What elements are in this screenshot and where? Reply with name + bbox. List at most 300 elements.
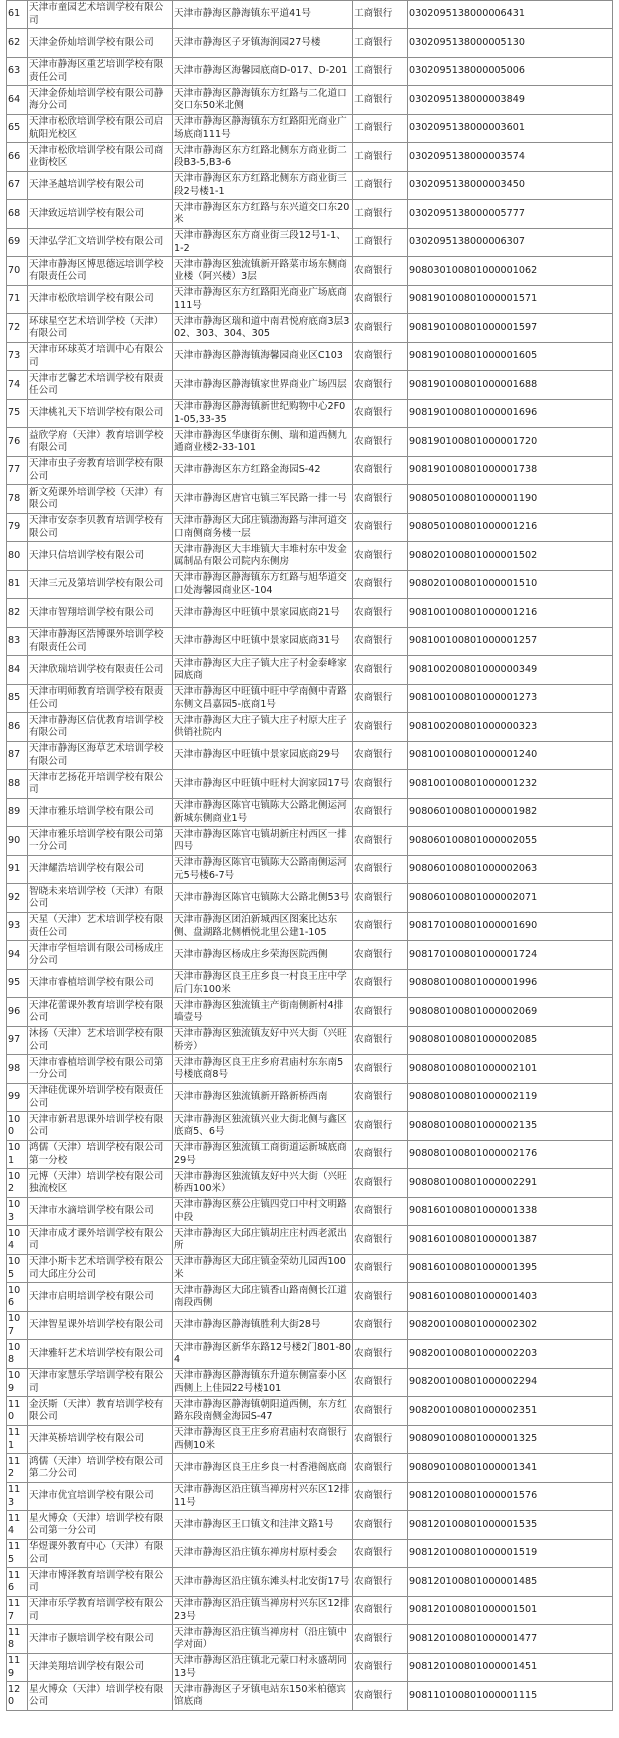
account-number: 908170100801000001724	[408, 941, 613, 970]
account-number: 908120100801000001576	[408, 1483, 613, 1511]
bank-name: 农商银行	[353, 1112, 408, 1141]
row-number: 113	[7, 1483, 28, 1511]
school-address: 天津市静海区独流镇友好中兴大街（兴旺桥旁）	[173, 1027, 353, 1055]
account-number: 908090100801000001341	[408, 1454, 613, 1483]
row-number: 65	[7, 115, 28, 143]
row-number: 78	[7, 485, 28, 514]
school-address: 天津市静海区静海镇东平道41号	[173, 1, 353, 29]
bank-name: 工商银行	[353, 200, 408, 229]
school-address: 天津市静海区沿庄镇当禅房村（沿庄镇中学对面）	[173, 1625, 353, 1654]
school-name: 天星（天津）艺术培训学校有限责任公司	[28, 913, 173, 941]
school-name: 天津市乐学教育培训学校有限公司	[28, 1597, 173, 1625]
school-name: 天津花蕾课外教育培训学校有限公司	[28, 998, 173, 1027]
bank-name: 农商银行	[353, 1084, 408, 1112]
table-row	[7, 1397, 613, 1426]
bank-name: 农商银行	[353, 1198, 408, 1226]
school-name: 天津市静海区信优教育培训学校有限公司	[28, 713, 173, 742]
school-name: 天津市睿植培训学校有限公司	[28, 970, 173, 998]
school-name: 天津智星课外培训学校有限公司	[28, 1312, 173, 1340]
table-row	[7, 884, 613, 913]
bank-name: 农商银行	[353, 1397, 408, 1426]
school-name: 天津桃礼天下培训学校有限公司	[28, 400, 173, 428]
school-address: 天津市静海区大庄子镇大庄子村原大庄子供销社院内	[173, 713, 353, 742]
bank-name: 农商银行	[353, 1055, 408, 1084]
row-number: 100	[7, 1112, 28, 1141]
row-number: 112	[7, 1454, 28, 1483]
table-body	[7, 1, 613, 1711]
account-number: 908120100801000001519	[408, 1540, 613, 1568]
account-number: 908100100801000001257	[408, 628, 613, 656]
bank-name: 农商银行	[353, 1226, 408, 1255]
row-number: 109	[7, 1369, 28, 1397]
account-number: 908200100801000002294	[408, 1369, 613, 1397]
row-number: 96	[7, 998, 28, 1027]
bank-name: 工商银行	[353, 229, 408, 257]
bank-name: 工商银行	[353, 1, 408, 29]
row-number: 67	[7, 172, 28, 200]
school-address: 天津市静海区陈官屯镇胡新庄村西区一排四号	[173, 827, 353, 856]
account-number: 908060100801000001982	[408, 799, 613, 827]
school-address: 天津市静海区陈官屯镇陈大公路南侧运河元5号楼6-7号	[173, 856, 353, 884]
school-address: 天津市静海区静海镇新世纪购物中心2F01-05,33-35	[173, 400, 353, 428]
bank-name: 农商银行	[353, 827, 408, 856]
school-name: 天津只信培训学校有限公司	[28, 542, 173, 571]
bank-name: 农商银行	[353, 343, 408, 371]
school-name: 天津市环球英才培训中心有限公司	[28, 343, 173, 371]
table-row	[7, 1682, 613, 1711]
table-row	[7, 1226, 613, 1255]
school-address: 天津市静海区唐官屯镇三军民路一排一号	[173, 485, 353, 514]
bank-name: 农商银行	[353, 913, 408, 941]
table-row	[7, 1084, 613, 1112]
row-number: 90	[7, 827, 28, 856]
school-address: 天津市静海区陈官屯镇陈大公路北侧运河新城东侧商业1号	[173, 799, 353, 827]
school-address: 天津市静海区独流镇友好中兴大街（兴旺桥西100米）	[173, 1169, 353, 1198]
bank-name: 农商银行	[353, 571, 408, 599]
table-row	[7, 1198, 613, 1226]
account-number: 908190100801000001597	[408, 314, 613, 343]
school-address: 天津市静海区静海镇东方红路与旭华道交口处海馨园商业区-104	[173, 571, 353, 599]
table-row	[7, 1625, 613, 1654]
account-number: 908190100801000001738	[408, 457, 613, 485]
account-number: 0302095138000005777	[408, 200, 613, 229]
bank-name: 农商银行	[353, 257, 408, 286]
school-address: 天津市静海区独流镇新开路菜市场东侧商业楼（阿兴楼）3层	[173, 257, 353, 286]
row-number: 79	[7, 514, 28, 542]
row-number: 119	[7, 1654, 28, 1682]
table-row	[7, 343, 613, 371]
bank-name: 农商银行	[353, 799, 408, 827]
row-number: 68	[7, 200, 28, 229]
account-number: 908160100801000001338	[408, 1198, 613, 1226]
school-address: 天津市静海区沿庄镇当禅房村兴东区12排11号	[173, 1483, 353, 1511]
school-name: 天津市明师教育培训学校有限责任公司	[28, 685, 173, 713]
account-number: 908120100801000001477	[408, 1625, 613, 1654]
school-address: 天津市静海区静海镇朝阳道西侧，东方红路东段南侧金海园S-47	[173, 1397, 353, 1426]
table-row	[7, 742, 613, 770]
bank-name: 农商银行	[353, 1369, 408, 1397]
table-row	[7, 143, 613, 172]
bank-name: 农商银行	[353, 1568, 408, 1597]
row-number: 102	[7, 1169, 28, 1198]
school-name: 天津市松欣培训学校有限公司商业街校区	[28, 143, 173, 172]
school-address: 天津市静海区王口镇文和洼津文路1号	[173, 1511, 353, 1540]
row-number: 89	[7, 799, 28, 827]
bank-name: 农商银行	[353, 884, 408, 913]
account-number: 908100200801000000349	[408, 656, 613, 685]
account-number: 908190100801000001571	[408, 286, 613, 314]
table-row	[7, 713, 613, 742]
school-address: 天津市静海区静海镇东方红路阳光商业广场底商111号	[173, 115, 353, 143]
school-name: 天津耀浩培训学校有限公司	[28, 856, 173, 884]
account-number: 908080100801000002085	[408, 1027, 613, 1055]
school-address: 天津市静海区独流镇新开路新桥西南	[173, 1084, 353, 1112]
school-name: 天津金侨灿培训学校有限公司	[28, 29, 173, 58]
row-number: 73	[7, 343, 28, 371]
school-address: 天津市静海区中旺镇中景家园底商29号	[173, 742, 353, 770]
row-number: 84	[7, 656, 28, 685]
school-name: 天津市雅乐培训学校有限公司	[28, 799, 173, 827]
table-row	[7, 656, 613, 685]
row-number: 111	[7, 1426, 28, 1454]
bank-name: 农商银行	[353, 998, 408, 1027]
account-number: 908200100801000002302	[408, 1312, 613, 1340]
row-number: 70	[7, 257, 28, 286]
table-row	[7, 1283, 613, 1312]
table-row	[7, 400, 613, 428]
school-address: 天津市静海区华康街东侧、瑞和道西侧九通商业楼2-33-101	[173, 428, 353, 457]
account-number: 908100200801000000323	[408, 713, 613, 742]
account-number: 0302095138000005006	[408, 58, 613, 86]
school-name: 天津市艺扬花开培训学校有限公司	[28, 770, 173, 799]
school-address: 天津市静海区中旺镇中景家园底商21号	[173, 599, 353, 628]
bank-name: 农商银行	[353, 542, 408, 571]
table-row	[7, 1, 613, 29]
school-address: 天津市静海区沿庄镇东滩头村北安街17号	[173, 1568, 353, 1597]
account-number: 0302095138000003450	[408, 172, 613, 200]
table-row	[7, 599, 613, 628]
bank-name: 农商银行	[353, 1511, 408, 1540]
school-address: 天津市静海区沿庄镇北元蒙口村永盛胡同13号	[173, 1654, 353, 1682]
table-row	[7, 1511, 613, 1540]
school-address: 天津市静海区大丰堆镇大丰堆村东中发金属制品有限公司院内东侧房	[173, 542, 353, 571]
school-address: 天津市静海区杨成庄乡荣海医院西侧	[173, 941, 353, 970]
bank-name: 工商银行	[353, 86, 408, 115]
bank-name: 农商银行	[353, 1625, 408, 1654]
table-row	[7, 628, 613, 656]
school-name: 天津雅轩艺术培训学校有限公司	[28, 1340, 173, 1369]
account-number: 908160100801000001395	[408, 1255, 613, 1283]
table-row	[7, 1426, 613, 1454]
row-number: 120	[7, 1682, 28, 1711]
school-address: 天津市静海区静海镇家世界商业广场四层	[173, 371, 353, 400]
school-address: 天津市静海区东方红路北侧东方商业街三段2号楼1-1	[173, 172, 353, 200]
bank-name: 工商银行	[353, 58, 408, 86]
school-name: 天津市新君思课外培训学校有限公司	[28, 1112, 173, 1141]
account-number: 908160100801000001403	[408, 1283, 613, 1312]
school-name: 益欣学府（天津）教育培训学校有限公司	[28, 428, 173, 457]
school-name: 天津市智翔培训学校有限公司	[28, 599, 173, 628]
bank-name: 农商银行	[353, 1255, 408, 1283]
bank-name: 农商银行	[353, 1540, 408, 1568]
row-number: 76	[7, 428, 28, 457]
table-row	[7, 514, 613, 542]
bank-name: 农商银行	[353, 685, 408, 713]
school-name: 华煜课外教育中心（天津）有限公司	[28, 1540, 173, 1568]
row-number: 71	[7, 286, 28, 314]
bank-name: 农商银行	[353, 1169, 408, 1198]
table-row	[7, 770, 613, 799]
table-row	[7, 1483, 613, 1511]
table-row	[7, 485, 613, 514]
school-name: 元博（天津）培训学校有限公司独流校区	[28, 1169, 173, 1198]
row-number: 85	[7, 685, 28, 713]
table-row	[7, 1027, 613, 1055]
account-number: 908080100801000002176	[408, 1141, 613, 1169]
row-number: 81	[7, 571, 28, 599]
school-name: 新文苑课外培训学校（天津）有限公司	[28, 485, 173, 514]
table-row	[7, 998, 613, 1027]
school-name: 天津市成才课外培训学校有限公司	[28, 1226, 173, 1255]
school-address: 天津市静海区良王庄乡良一村香港阁底商	[173, 1454, 353, 1483]
bank-name: 农商银行	[353, 314, 408, 343]
school-address: 天津市静海区新华东路12号楼2门801-804	[173, 1340, 353, 1369]
school-address: 天津市静海区东方红路金海园S-42	[173, 457, 353, 485]
school-address: 天津市静海区静海镇东方红路与二化道口交口东50米北侧	[173, 86, 353, 115]
school-name: 天津小斯卡艺术培训学校有限公司大邱庄分公司	[28, 1255, 173, 1283]
table-row	[7, 1597, 613, 1625]
school-name: 天津市艺馨艺术培训学校有限责任公司	[28, 371, 173, 400]
table-row	[7, 371, 613, 400]
account-number: 908110100801000001115	[408, 1682, 613, 1711]
school-name: 天津金侨灿培训学校有限公司静海分公司	[28, 86, 173, 115]
account-number: 908120100801000001485	[408, 1568, 613, 1597]
school-name: 天津市雅乐培训学校有限公司第一分公司	[28, 827, 173, 856]
row-number: 101	[7, 1141, 28, 1169]
row-number: 82	[7, 599, 28, 628]
table-row	[7, 58, 613, 86]
school-address: 天津市静海区静海镇东升道东侧富泰小区西侧上上佳园22号楼101	[173, 1369, 353, 1397]
bank-name: 农商银行	[353, 713, 408, 742]
row-number: 80	[7, 542, 28, 571]
school-address: 天津市静海区子牙镇电站东150米柏德宾馆底商	[173, 1682, 353, 1711]
school-name: 天津欣瑞培训学校有限责任公司	[28, 656, 173, 685]
school-address: 天津市静海区陈官屯镇陈大公路北侧53号	[173, 884, 353, 913]
row-number: 87	[7, 742, 28, 770]
school-name: 天津市安奈李贝教育培训学校有限公司	[28, 514, 173, 542]
row-number: 117	[7, 1597, 28, 1625]
school-name: 天津市静海区重艺培训学校有限责任公司	[28, 58, 173, 86]
account-number: 908170100801000001690	[408, 913, 613, 941]
school-name: 天津三元及第培训学校有限公司	[28, 571, 173, 599]
account-number: 908080100801000001996	[408, 970, 613, 998]
account-number: 908100100801000001273	[408, 685, 613, 713]
row-number: 106	[7, 1283, 28, 1312]
table-row	[7, 856, 613, 884]
row-number: 93	[7, 913, 28, 941]
account-number: 908060100801000002063	[408, 856, 613, 884]
table-row	[7, 571, 613, 599]
school-address: 天津市静海区团泊新城西区图案比达东侧、盘湖路北侧栖悦北里公建1-105	[173, 913, 353, 941]
school-address: 天津市静海区静海镇海馨园商业区C103	[173, 343, 353, 371]
row-number: 97	[7, 1027, 28, 1055]
row-number: 98	[7, 1055, 28, 1084]
account-number: 908120100801000001451	[408, 1654, 613, 1682]
table-row	[7, 685, 613, 713]
school-address: 天津市静海区瑞和道中南君悦府底商3层302、303、304、305	[173, 314, 353, 343]
school-address: 天津市静海区东方红路与东兴道交口东20米	[173, 200, 353, 229]
school-address: 天津市静海区沿庄镇东禅房村原村委会	[173, 1540, 353, 1568]
table-row	[7, 1141, 613, 1169]
bank-name: 农商银行	[353, 970, 408, 998]
account-number: 0302095138000006431	[408, 1, 613, 29]
table-row	[7, 200, 613, 229]
row-number: 91	[7, 856, 28, 884]
account-number: 908190100801000001696	[408, 400, 613, 428]
row-number: 69	[7, 229, 28, 257]
school-name: 天津市松欣培训学校有限公司启航阳光校区	[28, 115, 173, 143]
school-name: 天津市松欣培训学校有限公司	[28, 286, 173, 314]
account-number: 908080100801000002069	[408, 998, 613, 1027]
school-name: 天津美翔培训学校有限公司	[28, 1654, 173, 1682]
school-name: 天津致远培训学校有限公司	[28, 200, 173, 229]
row-number: 114	[7, 1511, 28, 1540]
bank-name: 农商银行	[353, 1283, 408, 1312]
school-name: 环球星空艺术培训学校（天津）有限公司	[28, 314, 173, 343]
bank-name: 农商银行	[353, 428, 408, 457]
account-number: 908190100801000001720	[408, 428, 613, 457]
table-row	[7, 172, 613, 200]
account-number: 0302095138000005130	[408, 29, 613, 58]
account-number: 908100100801000001232	[408, 770, 613, 799]
school-address: 天津市静海区东方红路北侧东方商业街二段B3-5,B3-6	[173, 143, 353, 172]
account-number: 908190100801000001605	[408, 343, 613, 371]
table-row	[7, 86, 613, 115]
school-name: 天津市博泽教育培训学校有限公司	[28, 1568, 173, 1597]
school-name: 天津市静海区海草艺术培训学校有限公司	[28, 742, 173, 770]
bank-name: 工商银行	[353, 115, 408, 143]
table-row	[7, 1369, 613, 1397]
school-address: 天津市静海区东方红路阳光商业广场底商111号	[173, 286, 353, 314]
bank-name: 农商银行	[353, 457, 408, 485]
school-name: 天津市子颢培训学校有限公司	[28, 1625, 173, 1654]
school-name: 天津市优宜培训学校有限公司	[28, 1483, 173, 1511]
school-address: 天津市静海区静海镇胜利大街28号	[173, 1312, 353, 1340]
school-name: 星火博众（天津）培训学校有限公司	[28, 1682, 173, 1711]
table-row	[7, 1169, 613, 1198]
bank-name: 农商银行	[353, 1654, 408, 1682]
table-row	[7, 1255, 613, 1283]
school-name: 智晓未来培训学校（天津）有限公司	[28, 884, 173, 913]
table-row	[7, 457, 613, 485]
account-number: 0302095138000003601	[408, 115, 613, 143]
row-number: 115	[7, 1540, 28, 1568]
school-name: 鸿儒（天津）培训学校有限公司第一分校	[28, 1141, 173, 1169]
table-row	[7, 1112, 613, 1141]
school-address: 天津市静海区中旺镇中旺村大润家园17号	[173, 770, 353, 799]
account-number: 908100100801000001216	[408, 599, 613, 628]
school-address: 天津市静海区沿庄镇当禅房村兴东区12排23号	[173, 1597, 353, 1625]
school-name: 天津英桥培训学校有限公司	[28, 1426, 173, 1454]
table-row	[7, 970, 613, 998]
bank-name: 农商银行	[353, 1340, 408, 1369]
school-name: 天津圣越培训学校有限公司	[28, 172, 173, 200]
school-name: 天津市静海区博思德远培训学校有限责任公司	[28, 257, 173, 286]
row-number: 66	[7, 143, 28, 172]
school-name: 天津市童园艺术培训学校有限公司	[28, 1, 173, 29]
school-address: 天津市静海区中旺镇中旺中学南侧中青路东侧文昌嘉园5-底商1号	[173, 685, 353, 713]
school-name: 天津市学恒培训有限公司杨成庄分公司	[28, 941, 173, 970]
row-number: 62	[7, 29, 28, 58]
school-address: 天津市静海区东方商业街三段12号1-1、1-2	[173, 229, 353, 257]
bank-name: 农商银行	[353, 770, 408, 799]
row-number: 72	[7, 314, 28, 343]
table-row	[7, 542, 613, 571]
table-row	[7, 799, 613, 827]
bank-name: 农商银行	[353, 485, 408, 514]
account-number: 908160100801000001387	[408, 1226, 613, 1255]
school-address: 天津市静海区独流镇主产街南侧新村4排墙壹号	[173, 998, 353, 1027]
school-address: 天津市静海区良王庄乡良一村良王庄中学后门东100米	[173, 970, 353, 998]
school-name: 沐扬（天津）艺术培训学校有限公司	[28, 1027, 173, 1055]
bank-name: 农商银行	[353, 286, 408, 314]
table-row	[7, 1654, 613, 1682]
account-number: 908050100801000001190	[408, 485, 613, 514]
row-number: 105	[7, 1255, 28, 1283]
bank-name: 农商银行	[353, 1597, 408, 1625]
row-number: 110	[7, 1397, 28, 1426]
school-address: 天津市静海区独流镇工商街道运新城底商29号	[173, 1141, 353, 1169]
account-number: 908090100801000001325	[408, 1426, 613, 1454]
bank-name: 农商银行	[353, 514, 408, 542]
row-number: 88	[7, 770, 28, 799]
row-number: 77	[7, 457, 28, 485]
account-number: 0302095138000003574	[408, 143, 613, 172]
row-number: 74	[7, 371, 28, 400]
bank-name: 农商银行	[353, 656, 408, 685]
row-number: 83	[7, 628, 28, 656]
account-number: 908080100801000002119	[408, 1084, 613, 1112]
school-name: 天津市启明培训学校有限公司	[28, 1283, 173, 1312]
school-address: 天津市静海区良王庄乡府君庙村农商银行西侧10米	[173, 1426, 353, 1454]
row-number: 103	[7, 1198, 28, 1226]
school-name: 天津硅优课外培训学校有限责任公司	[28, 1084, 173, 1112]
table-row	[7, 827, 613, 856]
school-address: 天津市静海区大庄子镇大庄子村金泰峰家园底商	[173, 656, 353, 685]
account-number: 908200100801000002203	[408, 1340, 613, 1369]
row-number: 118	[7, 1625, 28, 1654]
table-row	[7, 1312, 613, 1340]
table-row	[7, 1540, 613, 1568]
account-number: 908020100801000001510	[408, 571, 613, 599]
table-row	[7, 1055, 613, 1084]
bank-name: 工商银行	[353, 172, 408, 200]
school-account-table	[6, 0, 613, 1711]
bank-name: 农商银行	[353, 371, 408, 400]
account-number: 908060100801000002071	[408, 884, 613, 913]
row-number: 94	[7, 941, 28, 970]
school-address: 天津市静海区中旺镇中景家园底商31号	[173, 628, 353, 656]
account-number: 908200100801000002351	[408, 1397, 613, 1426]
row-number: 99	[7, 1084, 28, 1112]
account-number: 908080100801000002101	[408, 1055, 613, 1084]
account-number: 908020100801000001502	[408, 542, 613, 571]
row-number: 86	[7, 713, 28, 742]
row-number: 107	[7, 1312, 28, 1340]
account-number: 908190100801000001688	[408, 371, 613, 400]
school-address: 天津市静海区独流镇兴业大街北侧与鑫区底商5、6号	[173, 1112, 353, 1141]
bank-name: 农商银行	[353, 1312, 408, 1340]
